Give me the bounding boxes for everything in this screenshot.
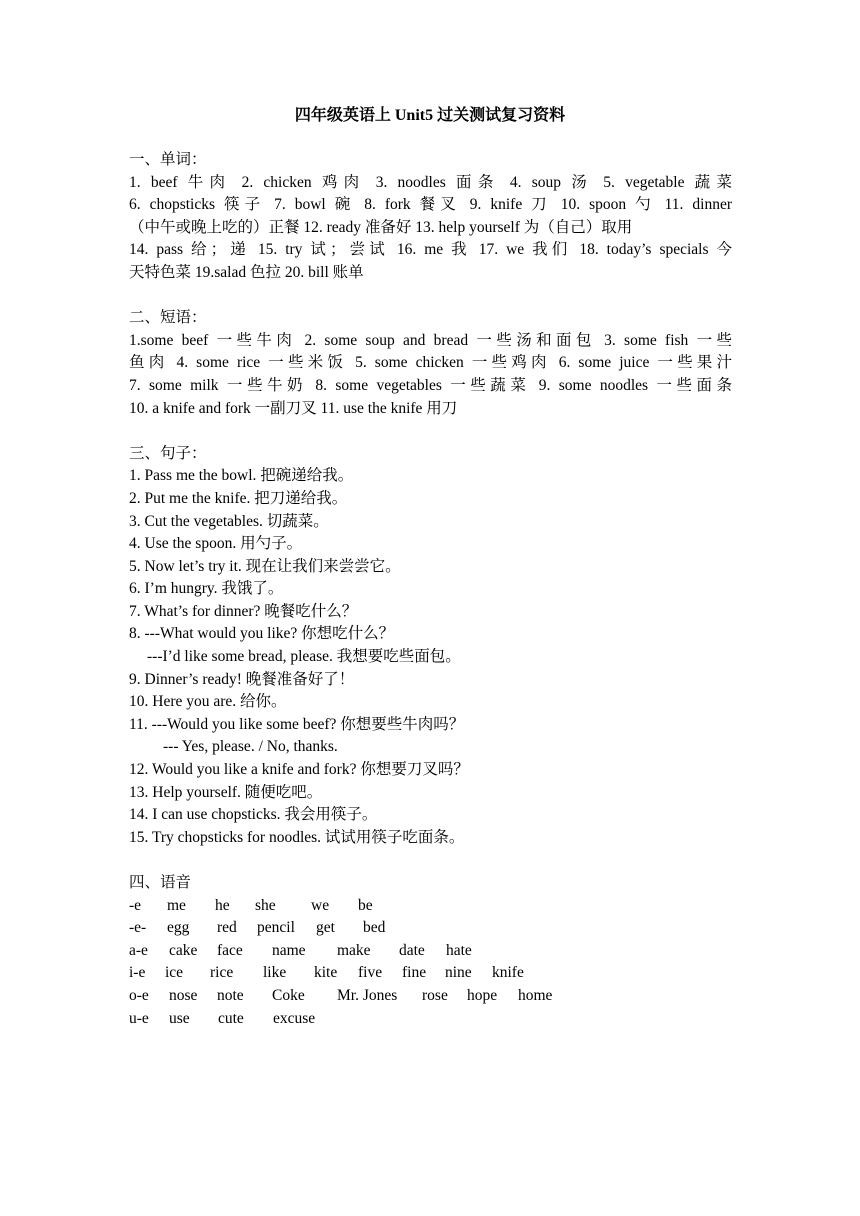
phonics-pattern: u-e — [129, 1009, 149, 1027]
phonics-row — [129, 962, 732, 985]
phonics-word: name — [272, 941, 306, 959]
sentence-line-reply: --- Yes, please. / No, thanks. — [163, 738, 338, 756]
sentence-line: 3. Cut the vegetables. 切蔬菜。 — [129, 512, 329, 530]
spacer — [129, 849, 732, 872]
sentence-line: 15. Try chopsticks for noodles. 试试用筷子吃面条。 — [129, 828, 465, 846]
phonics-pattern: -e- — [129, 919, 147, 937]
phonics-row — [129, 1008, 732, 1031]
word-line: 1. beef 牛肉 2. chicken 鸡肉 3. noodles 面条 4. soup 汤 5. vegetable 蔬菜 — [129, 173, 732, 191]
phonics-word: use — [169, 1009, 190, 1027]
sentence-line: 11. ---Would you like some beef? 你想要些牛肉吗？ — [129, 715, 465, 733]
phonics-word: Mr. Jones — [337, 986, 398, 1004]
phonics-row — [129, 940, 732, 963]
phonics-word: get — [316, 919, 335, 937]
word-line: （中午或晚上吃的）正餐 12. ready 准备好 13. help yourself 为（自己）取用 — [129, 218, 633, 236]
phonics-word: five — [358, 964, 383, 982]
phonics-row — [129, 895, 732, 918]
phonics-word: egg — [167, 919, 190, 937]
word-line: 14. pass 给；递 15. try 试；尝试 16. me 我 17. we 我们 18. today’s specials 今 — [129, 241, 732, 259]
phonics-word: home — [518, 986, 553, 1004]
phonics-word: bed — [363, 919, 386, 937]
sentence-line: 8. ---What would you like? 你想吃什么？ — [129, 625, 395, 643]
phonics-word: rice — [210, 964, 234, 982]
sentence-line: 4. Use the spoon. 用勺子。 — [129, 535, 303, 553]
sentence-line: 10. Here you are. 给你。 — [129, 693, 287, 711]
sentence-line: 1. Pass me the bowl. 把碗递给我。 — [129, 467, 354, 485]
phonics-word: like — [263, 964, 287, 982]
phonics-word: kite — [314, 964, 338, 982]
sentence-line: 13. Help yourself. 随便吃吧。 — [129, 783, 323, 801]
sentence-line: 14. I can use chopsticks. 我会用筷子。 — [129, 806, 378, 824]
phonics-word: she — [255, 896, 276, 914]
sentence-line: 2. Put me the knife. 把刀递给我。 — [129, 489, 348, 507]
phonics-word: nine — [445, 964, 472, 982]
phonics-word: we — [311, 896, 330, 914]
sentence-line: 9. Dinner’s ready! 晚餐准备好了！ — [129, 670, 355, 688]
phonics-word: knife — [492, 964, 524, 982]
phrase-line: 7. some milk 一些牛奶 8. some vegetables 一些蔬菜 9. some noodles 一些面条 — [129, 376, 732, 394]
document-body — [129, 149, 732, 1030]
sentence-line: 12. Would you like a knife and fork? 你想要刀叉吗？ — [129, 761, 469, 779]
phonics-row — [129, 985, 732, 1008]
sentence-line: 6. I’m hungry. 我饿了。 — [129, 580, 284, 598]
phonics-word: ice — [165, 964, 184, 982]
phonics-word: make — [337, 941, 371, 959]
phonics-pattern: a-e — [129, 941, 148, 959]
phonics-word: excuse — [273, 1009, 316, 1027]
section-heading-sentences: 三、句子： — [129, 444, 207, 462]
phonics-word: rose — [422, 986, 448, 1004]
sentence-line-reply: ---I’d like some bread, please. 我想要吃些面包。 — [147, 648, 461, 666]
spacer — [129, 420, 732, 443]
phonics-word: he — [215, 896, 230, 914]
phonics-word: face — [217, 941, 243, 959]
phonics-pattern: o-e — [129, 986, 149, 1004]
phonics-word: me — [167, 896, 186, 914]
phonics-word: pencil — [257, 919, 295, 937]
phonics-word: fine — [402, 964, 427, 982]
sentence-line: 5. Now let’s try it. 现在让我们来尝尝它。 — [129, 557, 401, 575]
phonics-word: Coke — [272, 986, 305, 1004]
phonics-pattern: i-e — [129, 964, 146, 982]
phonics-pattern: -e — [129, 896, 142, 914]
word-line: 6. chopsticks 筷子 7. bowl 碗 8. fork 餐叉 9. knife 刀 10. spoon 勺 11. dinner — [129, 196, 732, 214]
phonics-word: nose — [169, 986, 198, 1004]
document-title: 四年级英语上 Unit5 过关测试复习资料 — [294, 107, 566, 124]
phonics-word: be — [358, 896, 373, 914]
sentence-line: 7. What’s for dinner? 晚餐吃什么？ — [129, 602, 358, 620]
phonics-word: hate — [446, 941, 472, 959]
phrase-line: 1.some beef 一些牛肉 2. some soup and bread 一些汤和面包 3. some fish 一些 — [129, 331, 732, 349]
spacer — [129, 285, 732, 308]
phonics-word: date — [399, 941, 425, 959]
phonics-word: note — [217, 986, 244, 1004]
section-heading-phonics: 四、语音 — [129, 874, 192, 891]
phrase-line: 10. a knife and fork 一副刀叉 11. use the knife 用刀 — [129, 399, 458, 417]
phrase-line: 鱼肉 4. some rice 一些米饭 5. some chicken 一些鸡肉 6. some juice 一些果汁 — [129, 354, 732, 372]
section-heading-phrases: 二、短语： — [129, 309, 207, 327]
phonics-word: red — [217, 919, 237, 937]
phonics-word: cute — [218, 1009, 244, 1027]
section-heading-words: 一、单词： — [129, 151, 207, 168]
phonics-word: hope — [467, 986, 498, 1004]
word-line: 天特色菜 19.salad 色拉 20. bill 账单 — [129, 263, 364, 281]
phonics-word: cake — [169, 941, 198, 959]
phonics-row — [129, 917, 732, 940]
